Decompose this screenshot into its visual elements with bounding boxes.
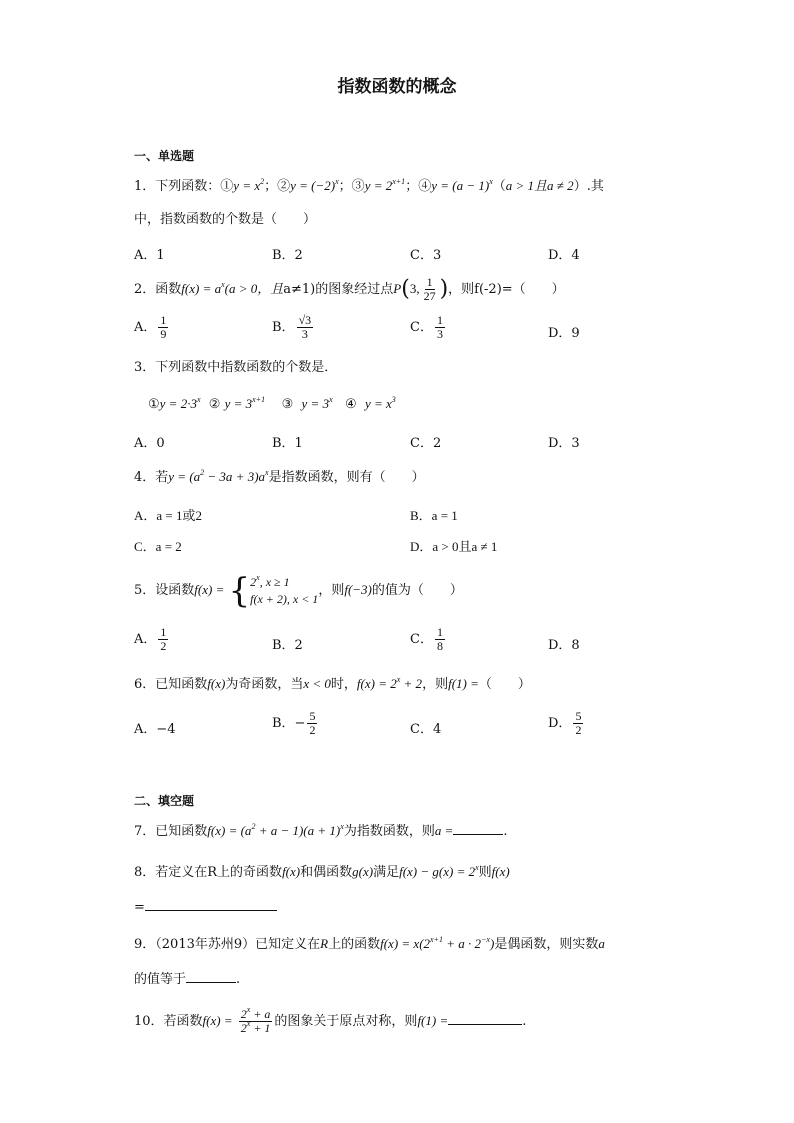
question-9-line2: 的值等于 . [134,972,241,987]
q6-option-c[interactable]: C．4 [410,722,442,737]
question-6: 6．已知函数f(x)为奇函数，当x < 0时，$f(x) = 2^x + 2$，则f(1) =（ ） [134,675,531,692]
q3-option-d[interactable]: D．3 [548,436,580,451]
q5-option-c[interactable]: C． $\frac{1}{8}$ [410,625,443,653]
q4-option-d[interactable]: D．a > 0且a ≠ 1 [410,539,498,554]
q4-option-b[interactable]: B．a = 1 [410,508,458,523]
q5-option-b[interactable]: B．2 [272,638,303,653]
question-1: 1．下列函数：①y = $x^2$；②y = $(-2)^x$；③y = $2^{x+1}$；④y = $(a - 1)^x(a > 1$且a ≠ 2）.其 [134,177,604,194]
section-heading-single-choice: 一、单选题 [134,149,195,163]
question-5: 5．设函数f(x) = { 2$^x$, x ≥ 1 f(x + 2), x < 1 ，则f(−3)的值为（ ） [134,570,463,611]
q6-option-d[interactable]: D． $\frac{5}{2}$ [548,709,582,737]
question-3-items: ①y = $2\cdot 3^x$ ② $y = 3^{x+1}$ ③ $y = 3^x$ ④ $y = x^3$ [148,395,396,412]
section-heading-fill-in: 二、填空题 [134,794,195,808]
answer-blank-9[interactable] [186,982,236,983]
answer-blank-10[interactable] [448,1024,522,1025]
question-4: 4．若$y = (a^2 - 3a + 3)a^x$是指数函数，则有（ ） [134,468,425,485]
question-2: 2．函数$f(x) = a^x(a > 0$，且a≠1)的图象经过点P(3, $\frac{1}{27}$ )，则f(-2)=（ ） [134,275,565,303]
q2-option-a[interactable]: A． $\frac{1}{9}$ [134,313,167,341]
q1-option-b[interactable]: B．2 [272,248,303,263]
page-title: 指数函数的概念 [337,77,457,97]
question-10: 10．若函数f(x) = $\frac{2^x + a}{2^x + 1}$ 的图象关于原点对称，则f(1) = . [134,1005,527,1035]
question-9: 9．（2013年苏州9）已知定义在R上的函数$f(x) = x(2^{x+1} + a \cdot 2^{-x})$是偶函数，则实数a [134,935,605,952]
q2-option-d[interactable]: D．9 [548,326,580,341]
question-8-line2: = [134,898,694,918]
q5-option-a[interactable]: A． $\frac{1}{2}$ [134,625,167,653]
q1-option-a[interactable]: A．1 [134,248,165,263]
q4-option-a[interactable]: A．a = 1或2 [134,508,202,523]
q6-option-b[interactable]: B．− $\frac{5}{2}$ [272,709,316,737]
q3-option-c[interactable]: C．2 [410,436,442,451]
q2-option-b[interactable]: B． $\frac{√3}{3}$ [272,313,312,341]
q5-option-d[interactable]: D．8 [548,638,580,653]
q4-option-c[interactable]: C．a = 2 [134,539,182,554]
question-1-line2: 中，指数函数的个数是（ ） [134,212,317,227]
q1-option-d[interactable]: D．4 [548,248,580,263]
q3-option-a[interactable]: A．0 [134,436,165,451]
answer-blank-8[interactable] [145,910,277,911]
answer-blank-7[interactable] [453,834,503,835]
q6-option-a[interactable]: A．−4 [134,722,176,737]
q1-option-c[interactable]: C．3 [410,248,442,263]
question-3: 3．下列函数中指数函数的个数是． [134,360,338,375]
question-7: 7．已知函数$f(x) = (a^2 + a - 1)(a + 1)^x$为指数函数，则a = . [134,822,508,839]
q2-option-c[interactable]: C． $\frac{1}{3}$ [410,313,443,341]
question-8: 8．若定义在R上的奇函数f(x)和偶函数g(x)满足$f(x) - g(x) = 2^x$则f(x) [134,863,510,880]
q3-option-b[interactable]: B．1 [272,436,303,451]
